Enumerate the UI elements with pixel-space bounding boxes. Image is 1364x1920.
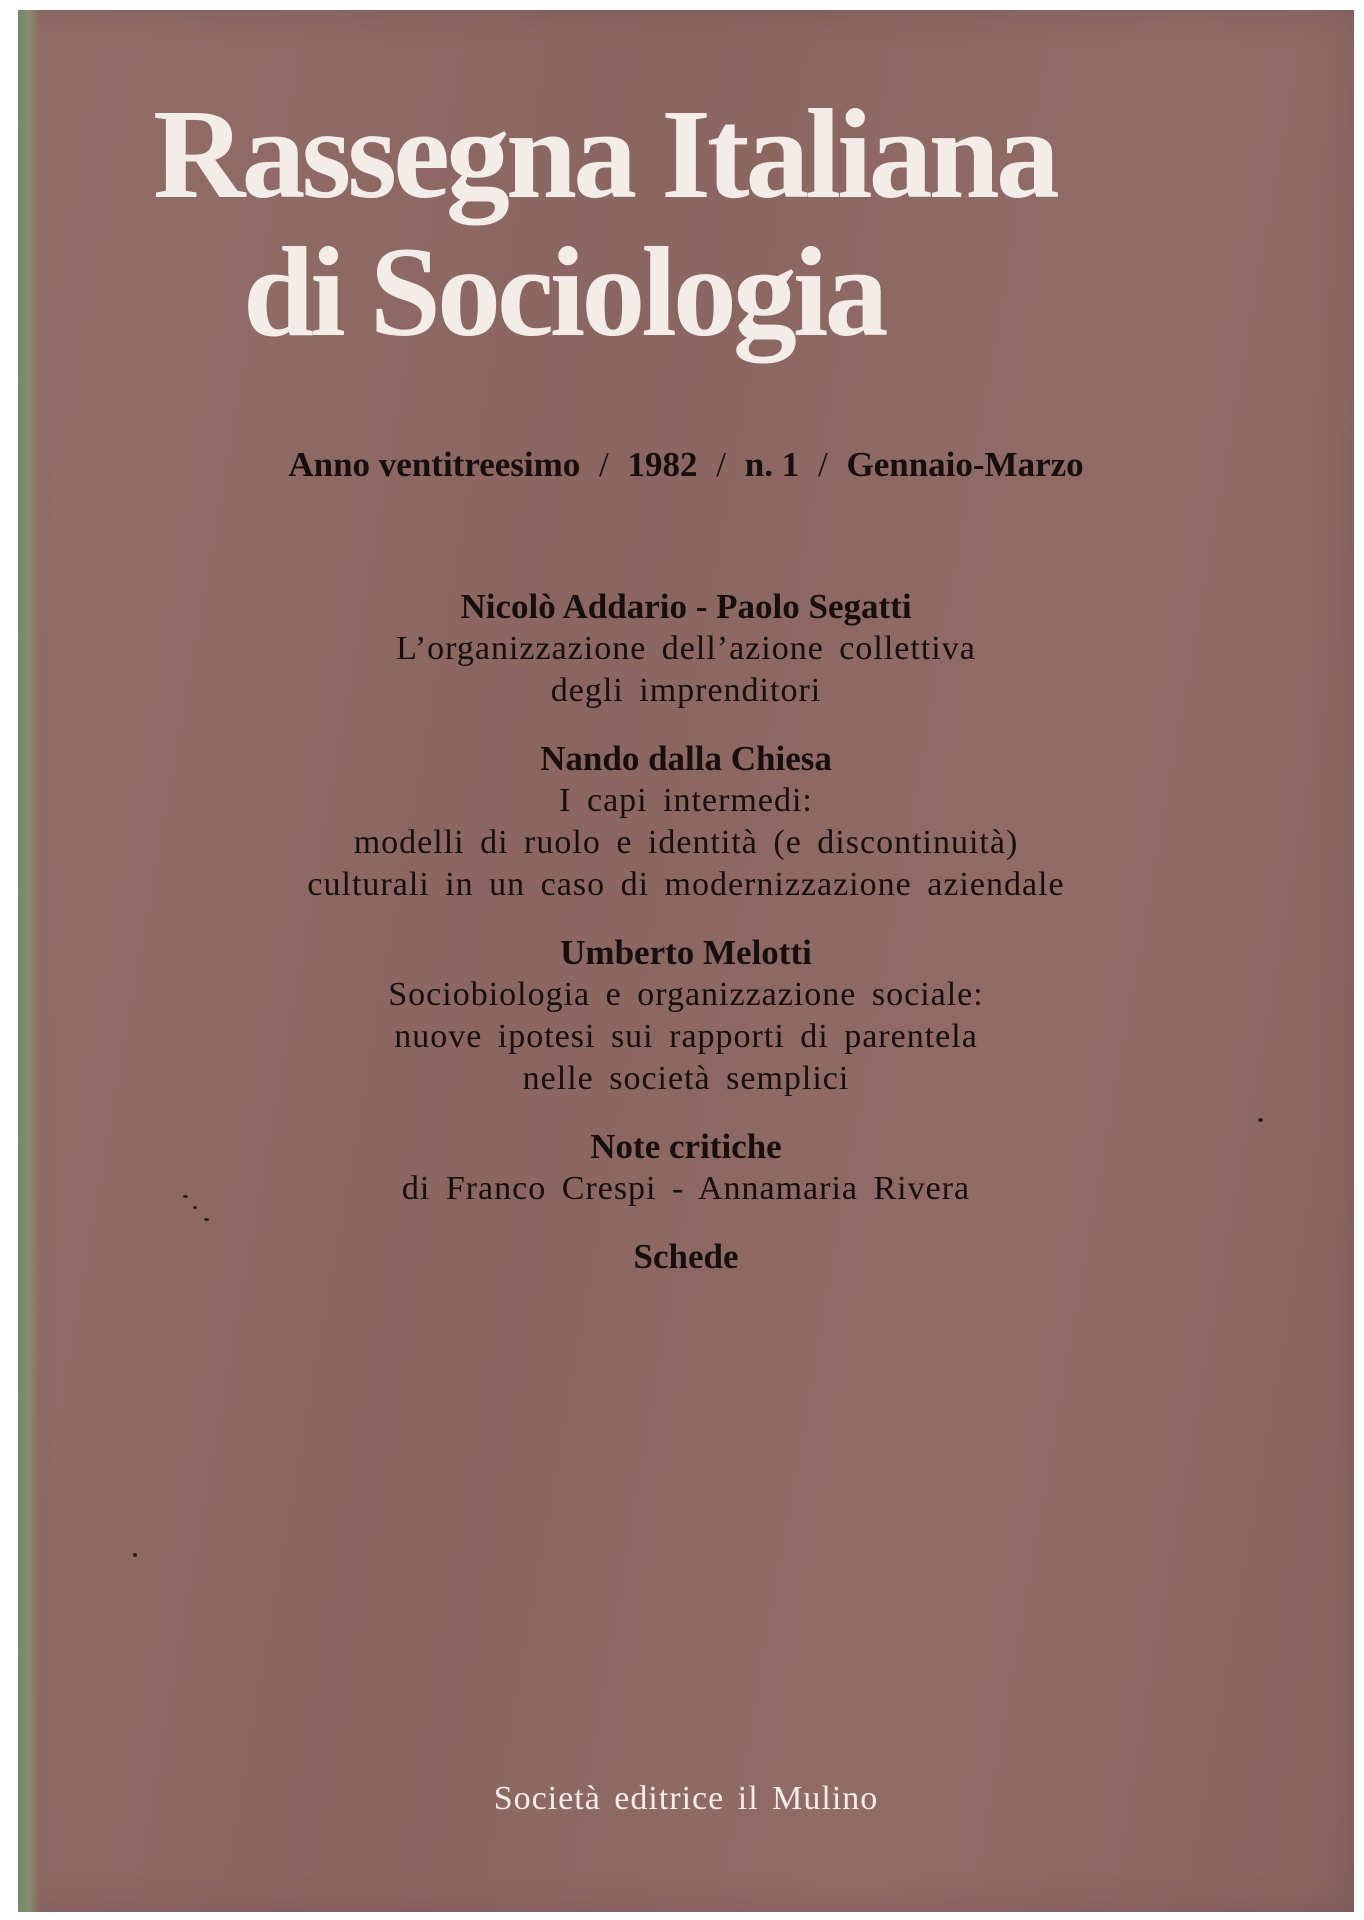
contents-entry (18, 1126, 1354, 1210)
entry-title-line: degli imprenditori (550, 672, 822, 709)
entry-title-line: Sociobiologia e organizzazione sociale: (388, 976, 984, 1013)
entry-title-line: di Franco Crespi - Annamaria Rivera (401, 1170, 971, 1207)
entry-authors: Nicolò Addario - Paolo Segatti (460, 587, 912, 626)
issue-volume: Anno ventitreesimo (288, 445, 581, 484)
issue-separator: / (599, 445, 609, 484)
paper-speck (133, 1553, 137, 1557)
entry-title-line: culturali in un caso di modernizzazione aziendale (307, 866, 1065, 903)
journal-cover (18, 10, 1354, 1912)
issue-separator: / (716, 445, 727, 484)
entry-title-line: L’organizzazione dell’azione collettiva (396, 630, 976, 667)
issue-info (18, 445, 1354, 485)
paper-speck (204, 1218, 209, 1221)
entry-title-line: modelli di ruolo e identità (e discontinuità) (353, 824, 1019, 861)
entry-title-line: I capi intermedi: (559, 782, 813, 819)
issue-year: 1982 (627, 445, 698, 484)
contents-entry (18, 932, 1354, 1100)
paper-speck (193, 1206, 197, 1209)
final-section-heading: Schede (633, 1237, 739, 1276)
contents-entry (18, 586, 1354, 712)
entry-section-heading: Note critiche (590, 1127, 782, 1166)
entry-authors: Umberto Melotti (560, 933, 812, 972)
table-of-contents (18, 586, 1354, 1304)
entry-title-line: nuove ipotesi sui rapporti di parentela (394, 1018, 978, 1055)
paper-speck (1258, 1118, 1263, 1122)
publisher-imprint: Società editrice il Mulino (493, 1780, 879, 1817)
issue-period: Gennaio-Marzo (846, 445, 1084, 484)
issue-number: n. 1 (744, 445, 800, 484)
journal-title-line-1: Rassegna Italiana (153, 83, 1056, 225)
paper-speck (183, 1195, 188, 1198)
journal-title (153, 83, 1056, 363)
issue-separator: / (817, 445, 828, 484)
entry-authors: Nando dalla Chiesa (540, 739, 832, 778)
contents-entry (18, 738, 1354, 906)
contents-entry (18, 1236, 1354, 1278)
entry-title-line: nelle società semplici (522, 1060, 850, 1097)
journal-title-line-2: di Sociologia (243, 221, 885, 363)
